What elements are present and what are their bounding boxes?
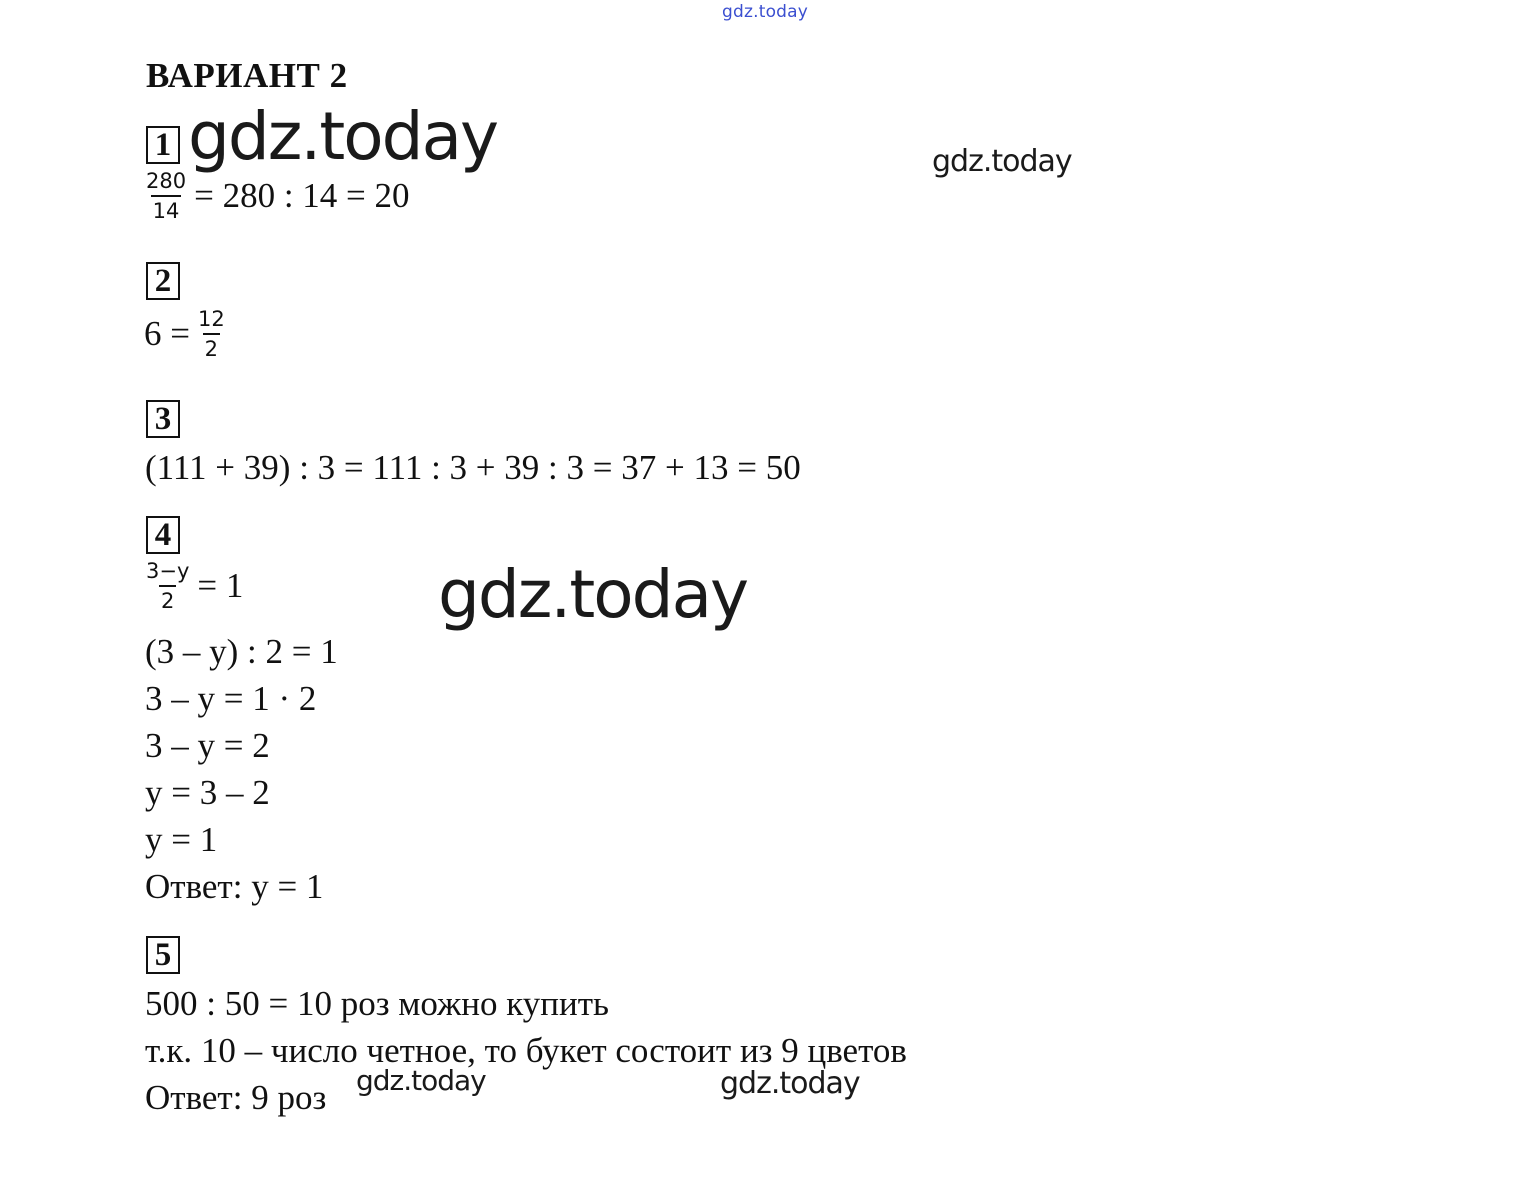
page-title: ВАРИАНТ 2 xyxy=(146,56,348,95)
task-2-lead: 6 = xyxy=(144,314,190,353)
watermark-large-top: gdz.today xyxy=(188,98,498,175)
fraction-denominator: 2 xyxy=(159,585,176,612)
task-4-line: y = 1 xyxy=(145,820,218,859)
task-4-line: 3 – y = 2 xyxy=(145,726,270,765)
task-1-expression xyxy=(144,170,410,222)
task-4-line: y = 3 – 2 xyxy=(145,773,270,812)
watermark-top: gdz.today xyxy=(722,2,809,22)
watermark-large-center: gdz.today xyxy=(438,556,748,633)
task-number-3: 3 xyxy=(146,400,180,438)
fraction-denominator: 14 xyxy=(151,195,182,222)
task-5-line: т.к. 10 – число четное, то букет состоит из 9 цветов xyxy=(145,1031,907,1070)
task-number-5: 5 xyxy=(146,936,180,974)
watermark-right: gdz.today xyxy=(932,144,1072,179)
fraction-numerator: 12 xyxy=(198,307,225,331)
task-4-line: 3 – y = 1 · 2 xyxy=(145,679,317,718)
watermark-bottom-right: gdz.today xyxy=(720,1066,860,1101)
task-4-answer: Ответ: y = 1 xyxy=(145,867,324,906)
fraction-denominator: 2 xyxy=(203,333,220,360)
fraction xyxy=(144,170,188,222)
task-number-2: 2 xyxy=(146,262,180,300)
task-5-answer: Ответ: 9 роз xyxy=(145,1078,327,1117)
fraction-numerator: 280 xyxy=(146,169,187,193)
task-3-line: (111 + 39) : 3 = 111 : 3 + 39 : 3 = 37 + 13 = 50 xyxy=(145,448,801,487)
fraction xyxy=(196,308,227,360)
task-number-1: 1 xyxy=(146,126,180,164)
task-2-expression xyxy=(144,308,227,360)
fraction-numerator: 3−y xyxy=(146,559,190,583)
task-5-line: 500 : 50 = 10 роз можно купить xyxy=(145,984,609,1023)
task-1-rest: = 280 : 14 = 20 xyxy=(194,176,410,215)
task-4-line: (3 – y) : 2 = 1 xyxy=(145,632,338,671)
fraction xyxy=(144,560,191,612)
watermark-bottom-left: gdz.today xyxy=(356,1064,486,1097)
task-4-rest: = 1 xyxy=(197,566,244,605)
task-4-expression xyxy=(144,560,243,612)
task-number-4: 4 xyxy=(146,516,180,554)
